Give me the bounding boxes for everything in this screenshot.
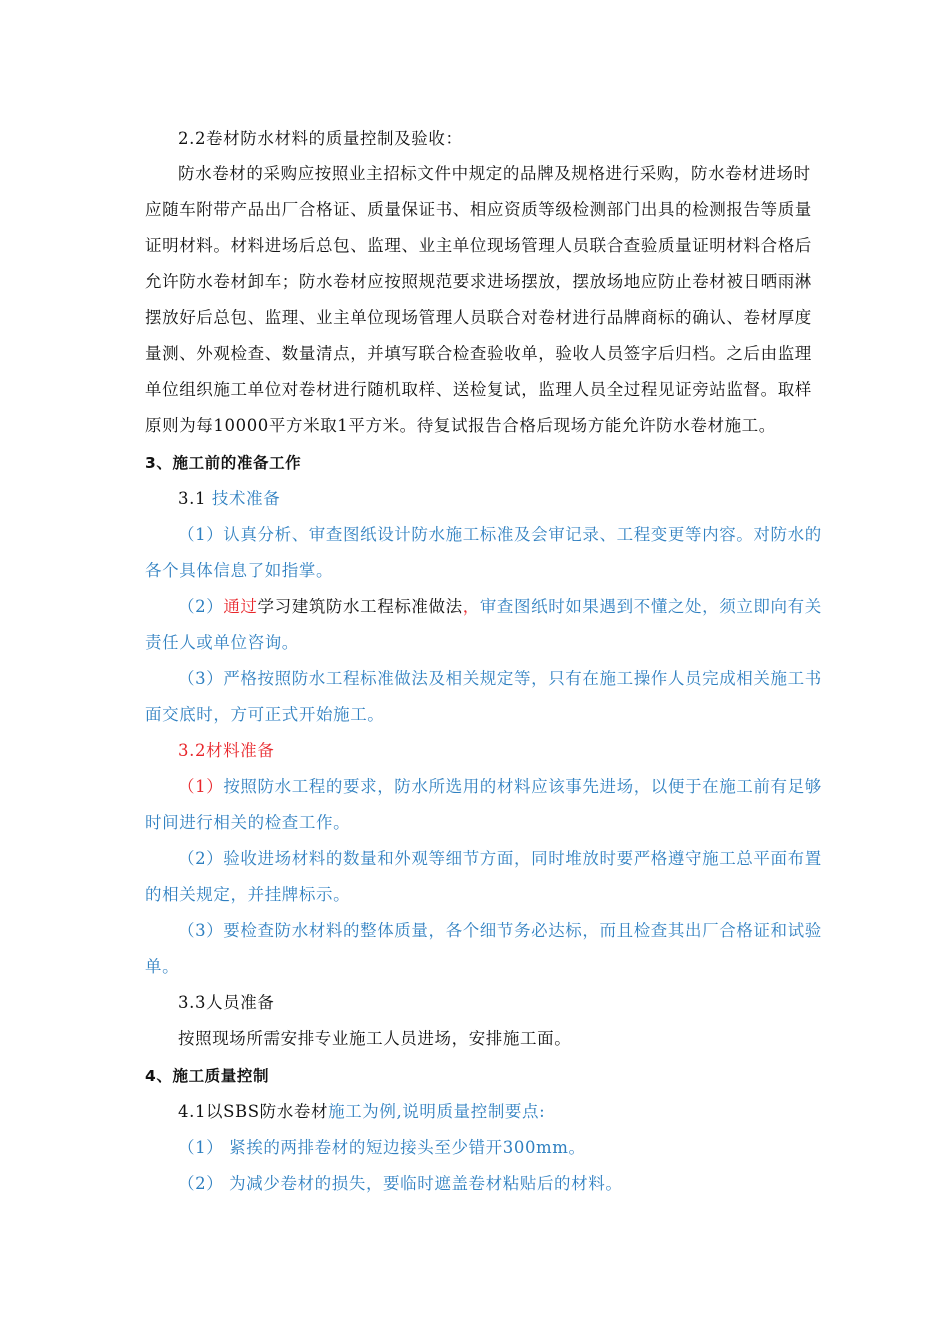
- highlight-text: ，: [462, 597, 480, 616]
- list-item-line: 时间进行相关的检查工作。: [145, 813, 351, 832]
- paragraph-line: 摆放好后总包、监理、业主单位现场管理人员联合对卷材进行品牌商标的确认、卷材厚度: [145, 308, 812, 327]
- section-number: 3.1: [178, 489, 212, 508]
- list-item-line: [178, 776, 822, 798]
- section-subtitle: 施工为例,说明质量控制要点:: [328, 1102, 546, 1121]
- list-item-line: （3）严格按照防水工程标准做法及相关规定等，只有在施工操作人员完成相关施工书: [178, 669, 822, 688]
- section-4-1-heading: [178, 1101, 545, 1123]
- list-item-line: （3）要检查防水材料的整体质量，各个细节务必达标，而且检查其出厂合格证和试验: [178, 921, 822, 940]
- section-2-2-heading: 2.2卷材防水材料的质量控制及验收：: [178, 129, 463, 148]
- section-title: 技术准备: [211, 489, 281, 508]
- paragraph-line: 防水卷材的采购应按照业主招标文件中规定的品牌及规格进行采购，防水卷材进场时: [178, 164, 811, 183]
- paragraph-line: 量测、外观检查、数量清点，并填写联合检查验收单，验收人员签字后归档。之后由监理: [145, 344, 812, 363]
- list-item-line: 面交底时，方可正式开始施工。: [145, 705, 385, 724]
- paragraph-line: 证明材料。材料进场后总包、监理、业主单位现场管理人员联合查验质量证明材料合格后: [145, 236, 812, 255]
- list-item-line: [178, 596, 822, 618]
- list-item-line: （2）验收进场材料的数量和外观等细节方面，同时堆放时要严格遵守施工总平面布置: [178, 849, 822, 868]
- list-text: 按照防水工程的要求，防水所选用的材料应该事先进场，以便于在施工前有足够: [223, 777, 822, 796]
- list-item-line: 的相关规定，并挂牌标示。: [145, 885, 351, 904]
- plain-text: 学习建筑防水工程标准做法: [257, 597, 463, 616]
- list-item-line: 单。: [145, 957, 180, 976]
- section-title: 4.1以SBS防水卷材: [178, 1102, 329, 1121]
- section-3-heading: 3、施工前的准备工作: [145, 454, 302, 472]
- list-text: 审查图纸时如果遇到不懂之处，须立即向有关: [479, 597, 822, 616]
- list-item-line: （1）认真分析、审查图纸设计防水施工标准及会审记录、工程变更等内容。对防水的: [178, 525, 822, 544]
- paragraph-line: 按照现场所需安排专业施工人员进场，安排施工面。: [178, 1029, 572, 1048]
- paragraph-line: 单位组织施工单位对卷材进行随机取样、送检复试，监理人员全过程见证旁站监督。取样: [145, 380, 812, 399]
- section-3-3-heading: 3.3人员准备: [178, 993, 275, 1012]
- paragraph-line: 允许防水卷材卸车；防水卷材应按照规范要求进场摆放，摆放场地应防止卷材被日晒雨淋: [145, 272, 812, 291]
- list-item-line: （2） 为减少卷材的损失，要临时遮盖卷材粘贴后的材料。: [178, 1174, 623, 1193]
- section-3-1-heading: [178, 488, 280, 510]
- paragraph-line: 应随车附带产品出厂合格证、质量保证书、相应资质等级检测部门出具的检测报告等质量: [145, 200, 812, 219]
- list-item-line: 责任人或单位咨询。: [145, 633, 299, 652]
- list-marker: （1）: [178, 777, 224, 796]
- paragraph-line: 原则为每10000平方米取1平方米。待复试报告合格后现场方能允许防水卷材施工。: [145, 416, 776, 435]
- list-item-line: （1） 紧挨的两排卷材的短边接头至少错开300mm。: [178, 1138, 586, 1157]
- list-marker: （2）: [178, 597, 224, 616]
- list-item-line: 各个具体信息了如指掌。: [145, 561, 334, 580]
- highlight-text: 通过: [223, 597, 258, 616]
- section-4-heading: 4、施工质量控制: [145, 1067, 270, 1085]
- section-3-2-heading: 3.2材料准备: [178, 741, 275, 760]
